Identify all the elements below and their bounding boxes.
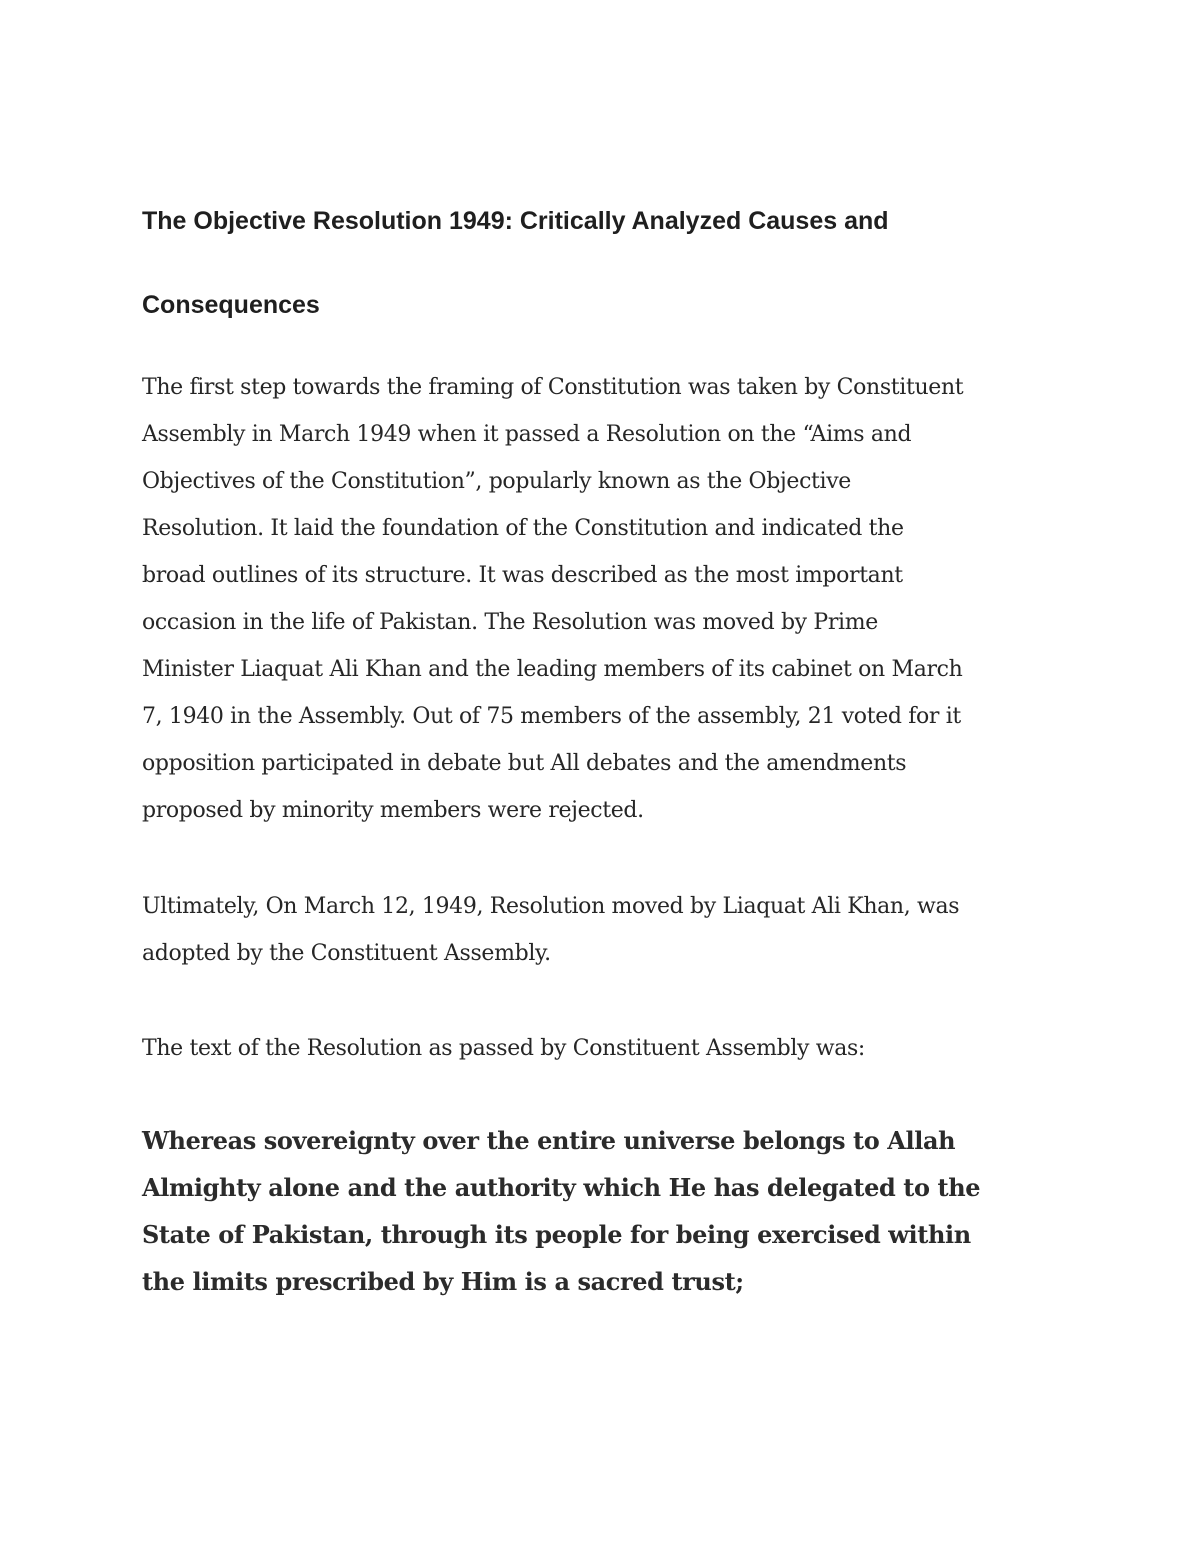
quote-line: Whereas sovereignty over the entire universe belongs to Allah: [142, 1126, 956, 1155]
paragraph-line: The first step towards the framing of Constitution was taken by Constituent: [142, 375, 964, 400]
paragraph-line: Resolution. It laid the foundation of the Constitution and indicated the: [142, 516, 904, 541]
paragraph-line: Minister Liaquat Ali Khan and the leading members of its cabinet on March: [142, 657, 963, 682]
paragraph-line: adopted by the Constituent Assembly.: [142, 941, 551, 966]
paragraph-line: occasion in the life of Pakistan. The Resolution was moved by Prime: [142, 610, 878, 635]
paragraph-line: Objectives of the Constitution”, popularly known as the Objective: [142, 469, 851, 494]
paragraph-adoption: [142, 883, 1062, 977]
resolution-quote: [142, 1117, 1062, 1305]
paragraph-line: Ultimately, On March 12, 1949, Resolution moved by Liaquat Ali Khan, was: [142, 894, 960, 919]
quote-line: Almighty alone and the authority which He has delegated to the: [142, 1173, 981, 1202]
paragraph-line: opposition participated in debate but All debates and the amendments: [142, 751, 907, 776]
document-title-line-2: Consequences: [142, 291, 320, 319]
quote-line: the limits prescribed by Him is a sacred trust;: [142, 1267, 744, 1296]
paragraph-text-intro: [142, 1025, 1062, 1072]
quote-line: State of Pakistan, through its people for being exercised within: [142, 1220, 971, 1249]
paragraph-line: broad outlines of its structure. It was described as the most important: [142, 563, 903, 588]
paragraph-line: proposed by minority members were rejected.: [142, 798, 644, 823]
paragraph-line: The text of the Resolution as passed by Constituent Assembly was:: [142, 1036, 865, 1061]
document-title-line-1: The Objective Resolution 1949: Critically Analyzed Causes and: [142, 207, 889, 235]
paragraph-line: 7, 1940 in the Assembly. Out of 75 members of the assembly, 21 voted for it: [142, 704, 961, 729]
paragraph-line: Assembly in March 1949 when it passed a Resolution on the “Aims and: [142, 422, 912, 447]
paragraph-intro: [142, 364, 1062, 834]
